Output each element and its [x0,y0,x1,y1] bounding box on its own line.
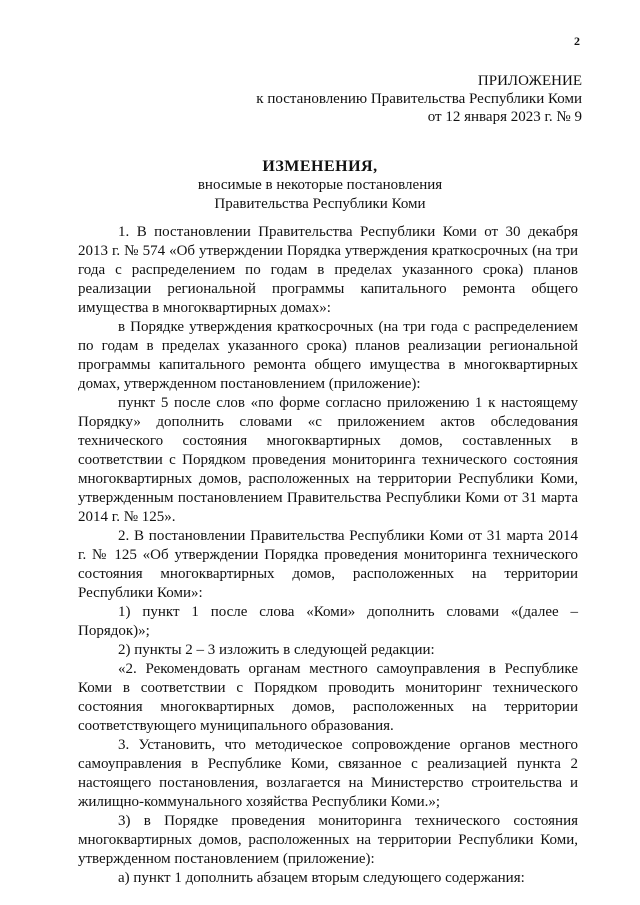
paragraph-2: в Порядке утверждения краткосрочных (на три года с распределением по годам в пределах указанного срока) планов реализации региональной программы капитального ремонта общего имущества в многоквартирных домах, утвержденном постановлением (приложение): [78,319,578,392]
document-title: ИЗМЕНЕНИЯ, [262,158,378,175]
document-subtitle-line-2: Правительства Республики Коми [214,196,426,212]
paragraph-5: 1) пункт 1 после слова «Коми» дополнить словами «(далее – Порядок)»; [78,604,578,639]
appendix-date: от 12 января 2023 г. № 9 [427,109,582,125]
document-heading [110,157,530,214]
appendix-block [222,72,582,126]
paragraph-3: пункт 5 после слов «по форме согласно приложению 1 к настоящему Порядку» дополнить словами «с приложением актов обследования технического состояния многоквартирных домов, составленных в соответствии с Порядком проведения мониторинга технического состояния многоквартирных домов, расположенных на территории Республики Коми, утвержденным постановлением Правительства Республики Коми от 31 марта 2014 г. № 125». [78,395,578,525]
paragraph-10: а) пункт 1 дополнить абзацем вторым следующего содержания: [118,870,525,886]
paragraph-6: 2) пункты 2 – 3 изложить в следующей редакции: [118,642,435,658]
page-number: 2 [574,34,580,48]
appendix-label: ПРИЛОЖЕНИЕ [477,73,582,89]
paragraph-1: 1. В постановлении Правительства Республики Коми от 30 декабря 2013 г. № 574 «Об утверждении Порядка утверждения краткосрочных (на три года с распределением по годам в пределах указанного срока) планов реализации региональной программы капитального ремонта общего имущества в многоквартирных домах»: [78,224,578,316]
paragraph-4: 2. В постановлении Правительства Республики Коми от 31 марта 2014 г. № 125 «Об утверждении Порядка проведения мониторинга технического состояния многоквартирных домов, расположенных на территории Республики Коми»: [78,528,578,601]
paragraph-7: «2. Рекомендовать органам местного самоуправления в Республике Коми в соответствии с Порядком проводить мониторинг технического состояния многоквартирных домов, расположенных на территории соответствующего муниципального образования. [78,661,578,734]
document-subtitle-line-1: вносимые в некоторые постановления [197,177,443,193]
paragraph-9: 3) в Порядке проведения мониторинга технического состояния многоквартирных домов, расположенных на территории Республики Коми, утвержденном постановлением (приложение): [78,813,578,867]
paragraph-8: 3. Установить, что методическое сопровождение органов местного самоуправления в Республике Коми, связанное с реализацией пункта 2 настоящего постановления, возлагается на Министерство строительства и жилищно-коммунального хозяйства Республики Коми.»; [78,737,578,810]
document-body [78,223,578,888]
appendix-reference: к постановлению Правительства Республики Коми [256,91,582,107]
